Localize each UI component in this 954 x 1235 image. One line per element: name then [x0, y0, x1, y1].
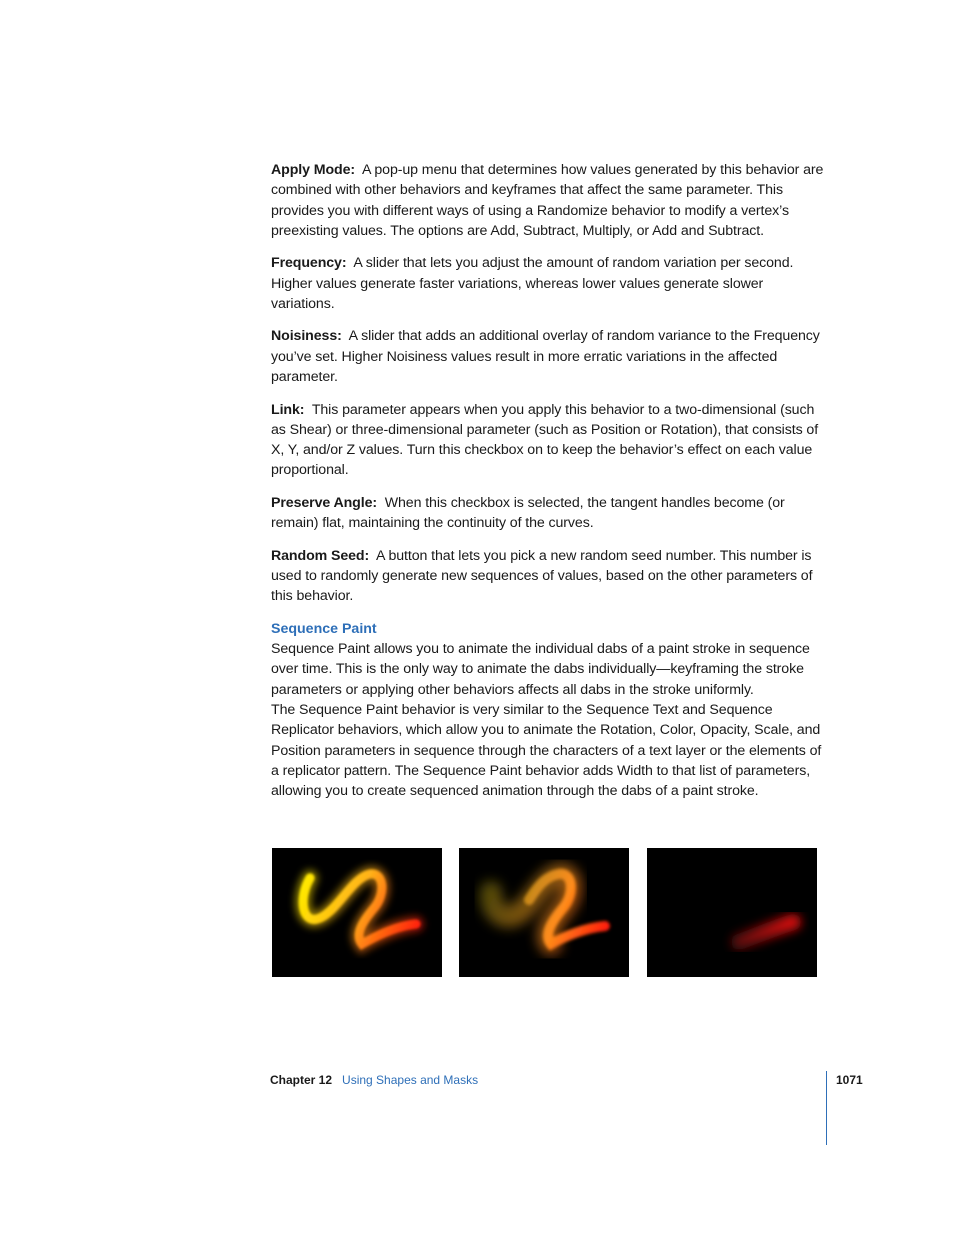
chapter-title-link[interactable]: Using Shapes and Masks: [342, 1073, 479, 1087]
paint-stroke-frame-1: [272, 848, 442, 977]
definition-text: This parameter appears when you apply this behavior to a two-dimensional (such as Shear) or three-dimensional parameter (such as Position or Rotation), that consists of X, Y, and/or Z values. Turn this checkbox on to keep the behavior’s effect on each value proportional.: [271, 401, 819, 479]
section-paragraph: Sequence Paint allows you to animate the individual dabs of a paint stroke in sequence over time. This is the only way to animate the dabs individually—keyframing the stroke parameters or applying other behaviors affects all dabs in the stroke uniformly.: [271, 641, 810, 698]
definition-term: Apply Mode:: [271, 162, 356, 178]
figure-row: [272, 848, 818, 977]
definition-noisiness: [271, 326, 827, 387]
paint-stroke-frame-2: [459, 848, 629, 977]
definition-text: When this checkbox is selected, the tangent handles become (or remain) flat, maintaining the continuity of the curves.: [271, 494, 785, 532]
page-content: [271, 160, 827, 801]
paint-stroke-image: [272, 848, 442, 977]
definition-random-seed: [271, 546, 827, 607]
chapter-label: Chapter 12: [270, 1073, 333, 1087]
footer-divider: [826, 1071, 827, 1145]
paint-stroke-image: [459, 848, 629, 977]
paint-stroke-image: [647, 848, 817, 977]
page-number: 1071: [836, 1073, 863, 1087]
definition-term: Preserve Angle:: [271, 494, 378, 511]
definition-text: A pop-up menu that determines how values generated by this behavior are combined with other behaviors and keyframes that affect the same parameter. This provides you with different ways of using a Randomize behavior to modify a vertex’s preexisting values. The options are Add, Subtract, Multiply, or Add and Subtract.: [271, 162, 824, 239]
section-heading: Sequence Paint: [271, 620, 377, 637]
definition-preserve-angle: [271, 493, 827, 534]
definition-frequency: [271, 253, 827, 314]
definition-text: A slider that adds an additional overlay of random variance to the Frequency you’ve set. Higher Noisiness values result in more erratic variations in the affected parameter.: [271, 328, 820, 386]
section-paragraph: The Sequence Paint behavior is very similar to the Sequence Text and Sequence Replicator behaviors, which allow you to animate the Rotation, Color, Opacity, Scale, and Position parameters in sequence through the characters of a text layer or the elements of a replicator pattern. The Sequence Paint behavior adds Width to that list of parameters, allowing you to create sequenced animation through the dabs of a paint stroke.: [271, 701, 822, 800]
definition-term: Random Seed:: [271, 547, 370, 564]
definition-apply-mode: [271, 160, 827, 241]
definition-term: Frequency:: [271, 255, 347, 272]
definition-text: A slider that lets you adjust the amount of random variation per second. Higher values generate faster variations, whereas lower values generate slower variations.: [271, 255, 794, 312]
paint-stroke-frame-3: [647, 848, 817, 977]
definition-term: Link:: [271, 401, 305, 418]
definition-term: Noisiness:: [271, 328, 342, 345]
footer-chapter: [270, 1072, 478, 1088]
definition-link: [271, 400, 827, 481]
definition-text: A button that lets you pick a new random seed number. This number is used to randomly generate new sequences of values, based on the other parameters of this behavior.: [271, 547, 813, 605]
